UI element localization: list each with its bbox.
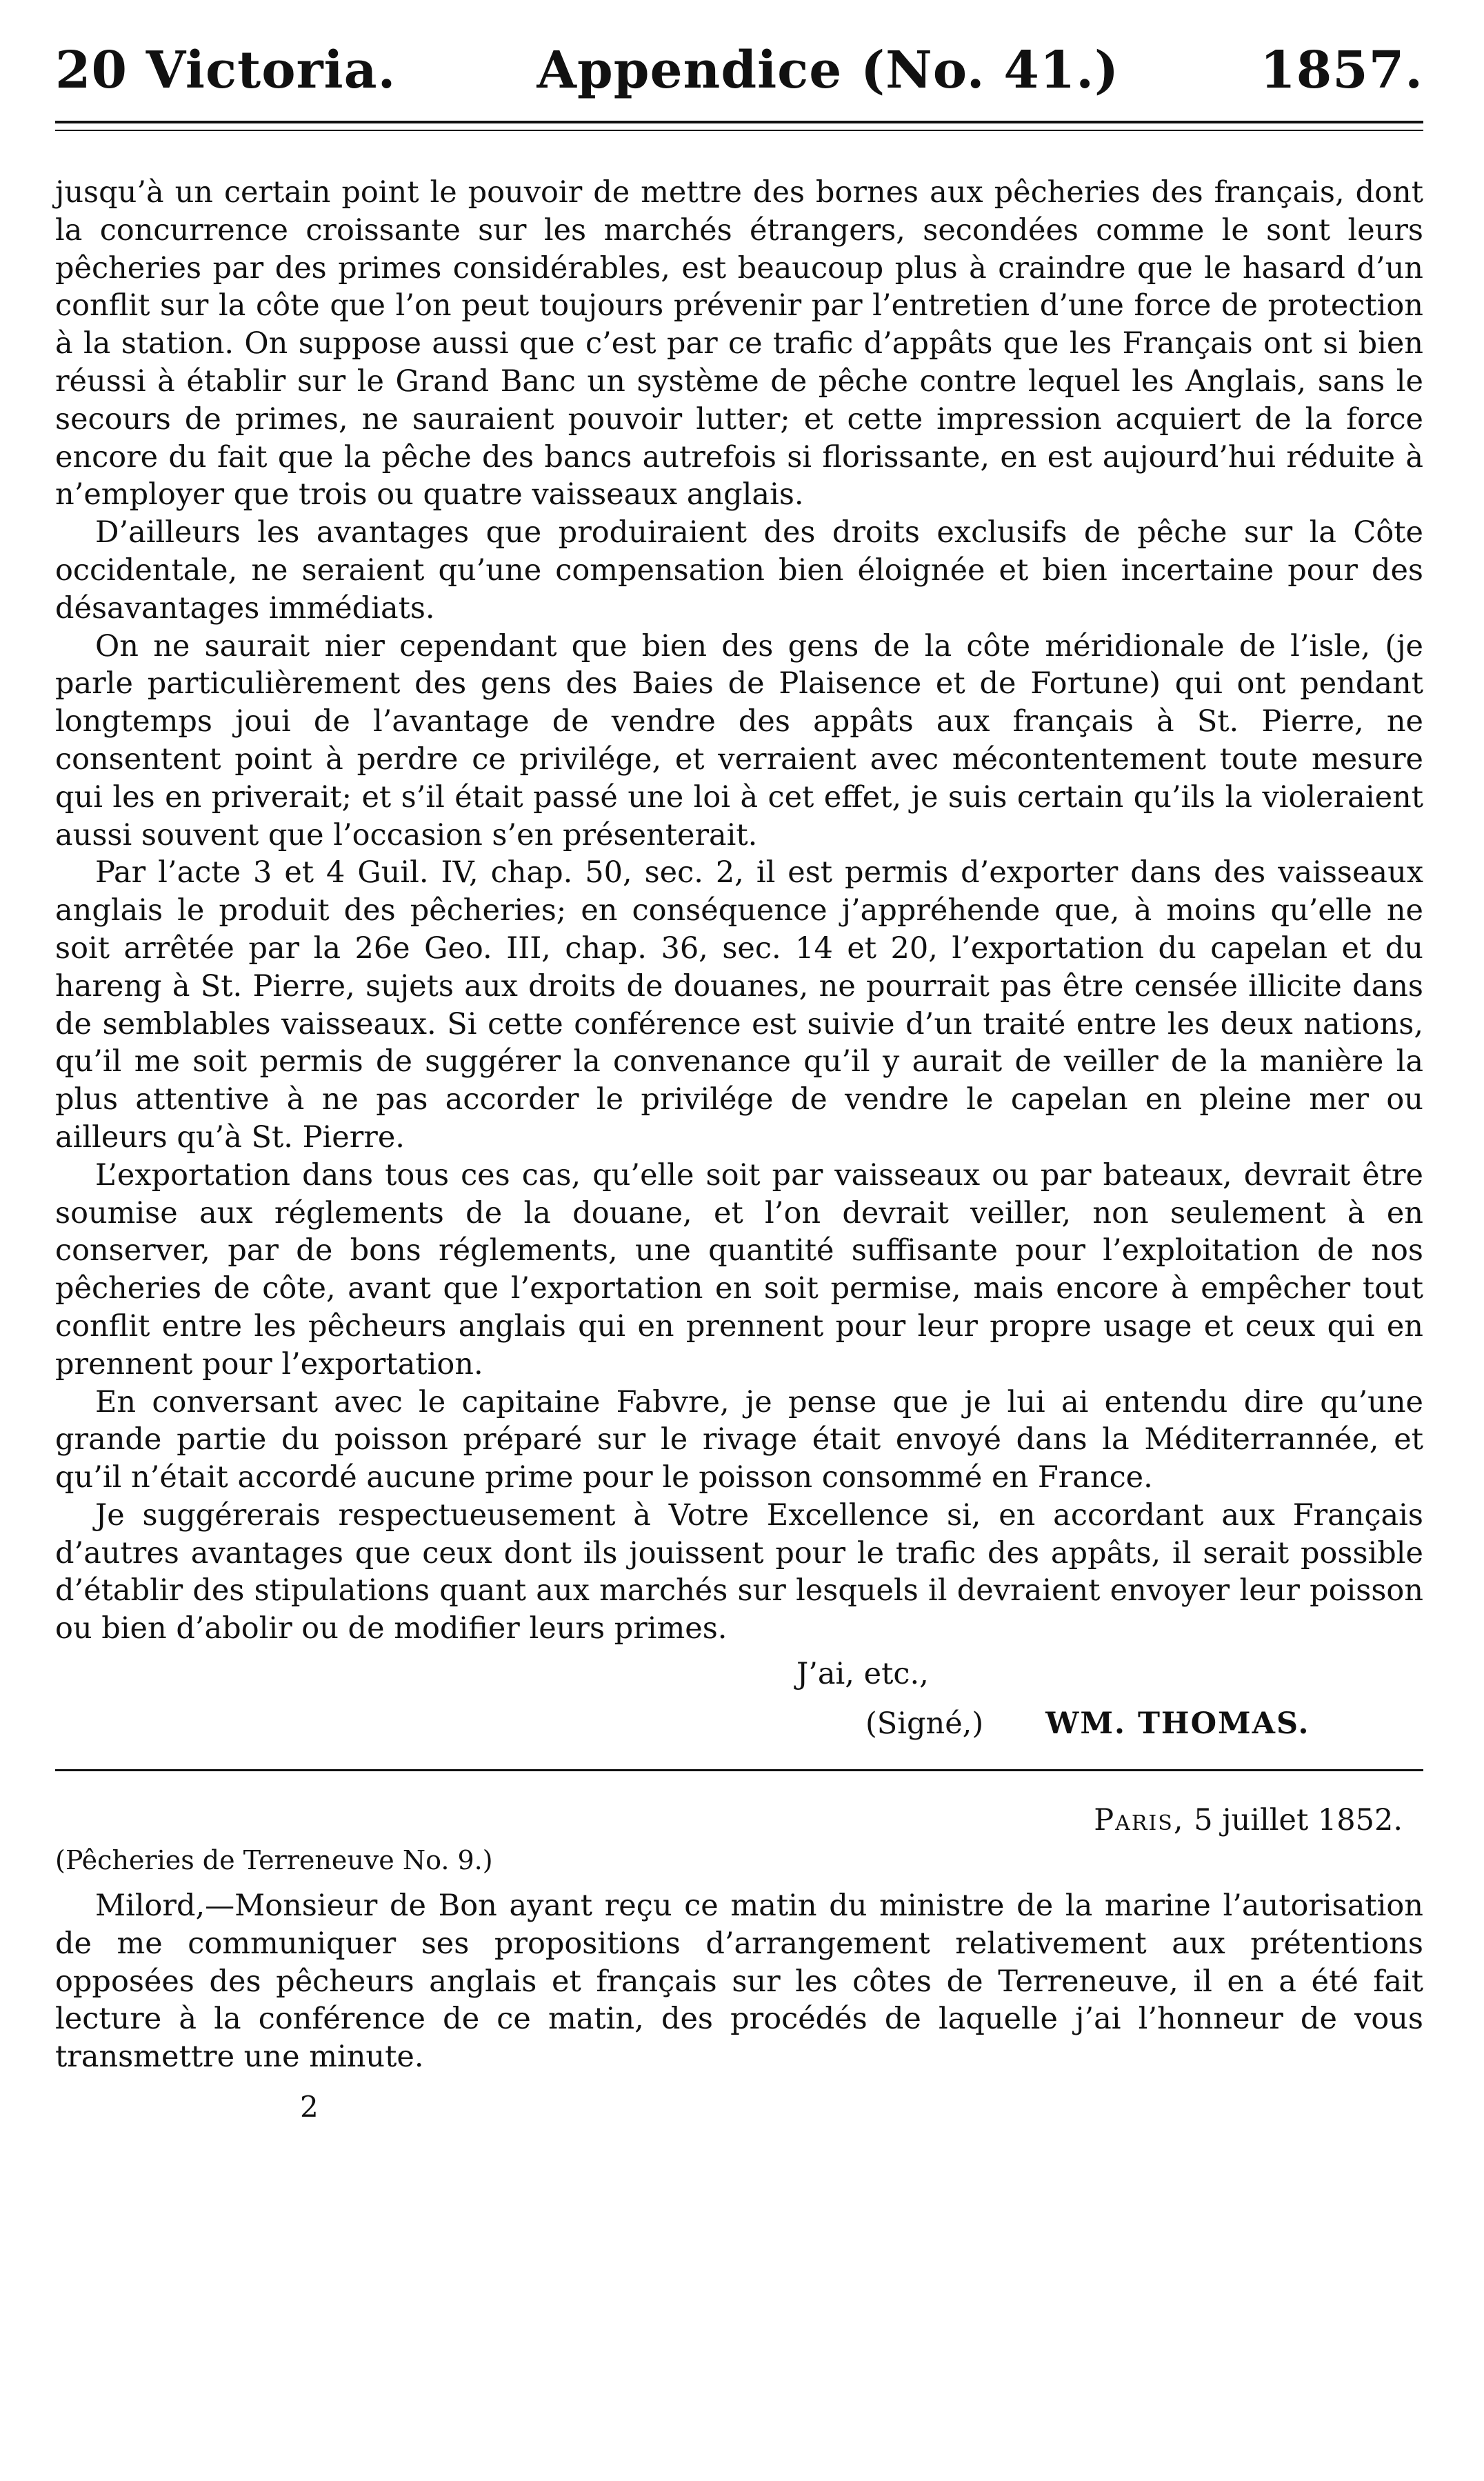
closing-etc: J’ai, etc., <box>796 1657 929 1692</box>
paragraph: En conversant avec le capitaine Fabvre, je pense que je lui ai entendu dire qu’une grande partie du poisson préparé sur le rivage était envoyé dans la Méditerrannée, et qu’il n’était accordé aucune prime pour le poisson consommé en France. <box>55 1384 1423 1495</box>
dateline <box>55 1802 1423 1839</box>
paragraph: Milord,—Monsieur de Bon ayant reçu ce matin du ministre de la marine l’autorisation de me communiquer ses propositions d’arrangement relativement aux prétentions opposées des pêcheurs anglais et français sur les côtes de Terreneuve, il en a été fait lecture à la conférence de ce matin, des procédés de laquelle j’ai l’honneur de vous transmettre une minute. <box>55 1889 1423 2075</box>
header-double-rule <box>55 121 1423 131</box>
header-regnal-year: 20 Victoria. <box>55 41 397 100</box>
paragraph: Je suggérerais respectueusement à Votre Excellence si, en accordant aux Français d’autres avantages que ceux dont ils jouissent pour le trafic des appâts, il serait possible d’établir des stipulations quant aux marchés sur lesquels il devraient envoyer leur poisson ou bien d’abolir ou de modifier leurs primes. <box>55 1497 1423 1646</box>
letter-body <box>55 174 1423 1648</box>
paragraph: jusqu’à un certain point le pouvoir de mettre des bornes aux pêcheries des français, dont la concurrence croissante sur les marchés étrangers, secondées comme le sont leurs pêcheries par des primes considérables, est beaucoup plus à craindre que le hasard d’un conflit sur la côte que l’on peut toujours prévenir par l’entretien d’une force de protection à la station. On suppose aussi que c’est par ce trafic d’appâts que les Français ont si bien réussi à établir sur le Grand Banc un système de pêche contre lequel les Anglais, sans le secours de primes, ne sauraient pouvoir lutter; et cette impression acquiert de la force encore du fait que la pêche des bancs autrefois si florissante, en est aujourd’hui réduite à n’employer que trois ou quatre vaisseaux anglais. <box>55 175 1423 512</box>
paragraph: Par l’acte 3 et 4 Guil. IV, chap. 50, sec. 2, il est permis d’exporter dans des vaisseaux anglais le produit des pêcheries; en conséquence j’appréhende que, à moins qu’elle ne soit arrêtée par la 26e Geo. III, chap. 36, sec. 14 et 20, l’exportation du capelan et du hareng à St. Pierre, sujets aux droits de douanes, ne pourrait pas être censée illicite dans de semblables vaisseaux. Si cette conférence est suivie d’un traité entre les deux nations, qu’il me soit permis de suggérer la convenance qu’il y aurait de veiller de la manière la plus attentive à ne pas accorder le privilége de vendre le capelan en pleine mer ou ailleurs qu’à St. Pierre. <box>55 855 1423 1155</box>
paragraph: L’exportation dans tous ces cas, qu’elle soit par vaisseaux ou par bateaux, devrait être soumise aux réglements de la douane, et l’on devrait veiller, non seulement à en conserver, par de bons réglements, une quantité suffisante pour l’exploitation de nos pêcheries de côte, avant que l’exportation en soit permise, mais encore à empêcher tout conflit entre les pêcheurs anglais qui en prennent pour leur propre usage et ceux qui en prennent pour l’exportation. <box>55 1157 1423 1382</box>
running-header <box>55 28 1423 114</box>
dateline-date: 5 juillet 1852. <box>1194 1803 1403 1838</box>
letter-closing <box>55 1649 1423 1748</box>
document-reference: (Pêcheries de Terreneuve No. 9.) <box>55 1845 493 1876</box>
signed-label: (Signé,) <box>865 1706 984 1742</box>
paragraph: D’ailleurs les avantages que produiraient des droits exclusifs de pêche sur la Côte occidentale, ne seraient qu’une compensation bien éloignée et bien incertaine pour des désavantages immédiats. <box>55 515 1423 626</box>
signatory-name: WM. THOMAS. <box>1045 1706 1310 1742</box>
section-divider <box>55 1769 1423 1771</box>
paragraph: On ne saurait nier cependant que bien des gens de la côte méridionale de l’isle, (je parle particulièrement des gens des Baies de Plaisence et de Fortune) qui ont pendant longtemps joui de l’avantage de vendre des appâts aux français à St. Pierre, ne consentent point à perdre ce privilége, et verraient avec mécontentement toute mesure qui les en priverait; et s’il était passé une loi à cet effet, je suis certain qu’ils la violeraient aussi souvent que l’occasion s’en présenterait. <box>55 628 1423 853</box>
header-appendix-title: Appendice (No. 41.) <box>537 41 1120 100</box>
header-year: 1857. <box>1260 41 1423 100</box>
second-letter-body <box>55 1887 1423 2076</box>
signature-line <box>55 1699 1423 1748</box>
printer-signature-mark: 2 <box>300 2090 319 2124</box>
dateline-city: Paris, <box>1094 1803 1185 1838</box>
